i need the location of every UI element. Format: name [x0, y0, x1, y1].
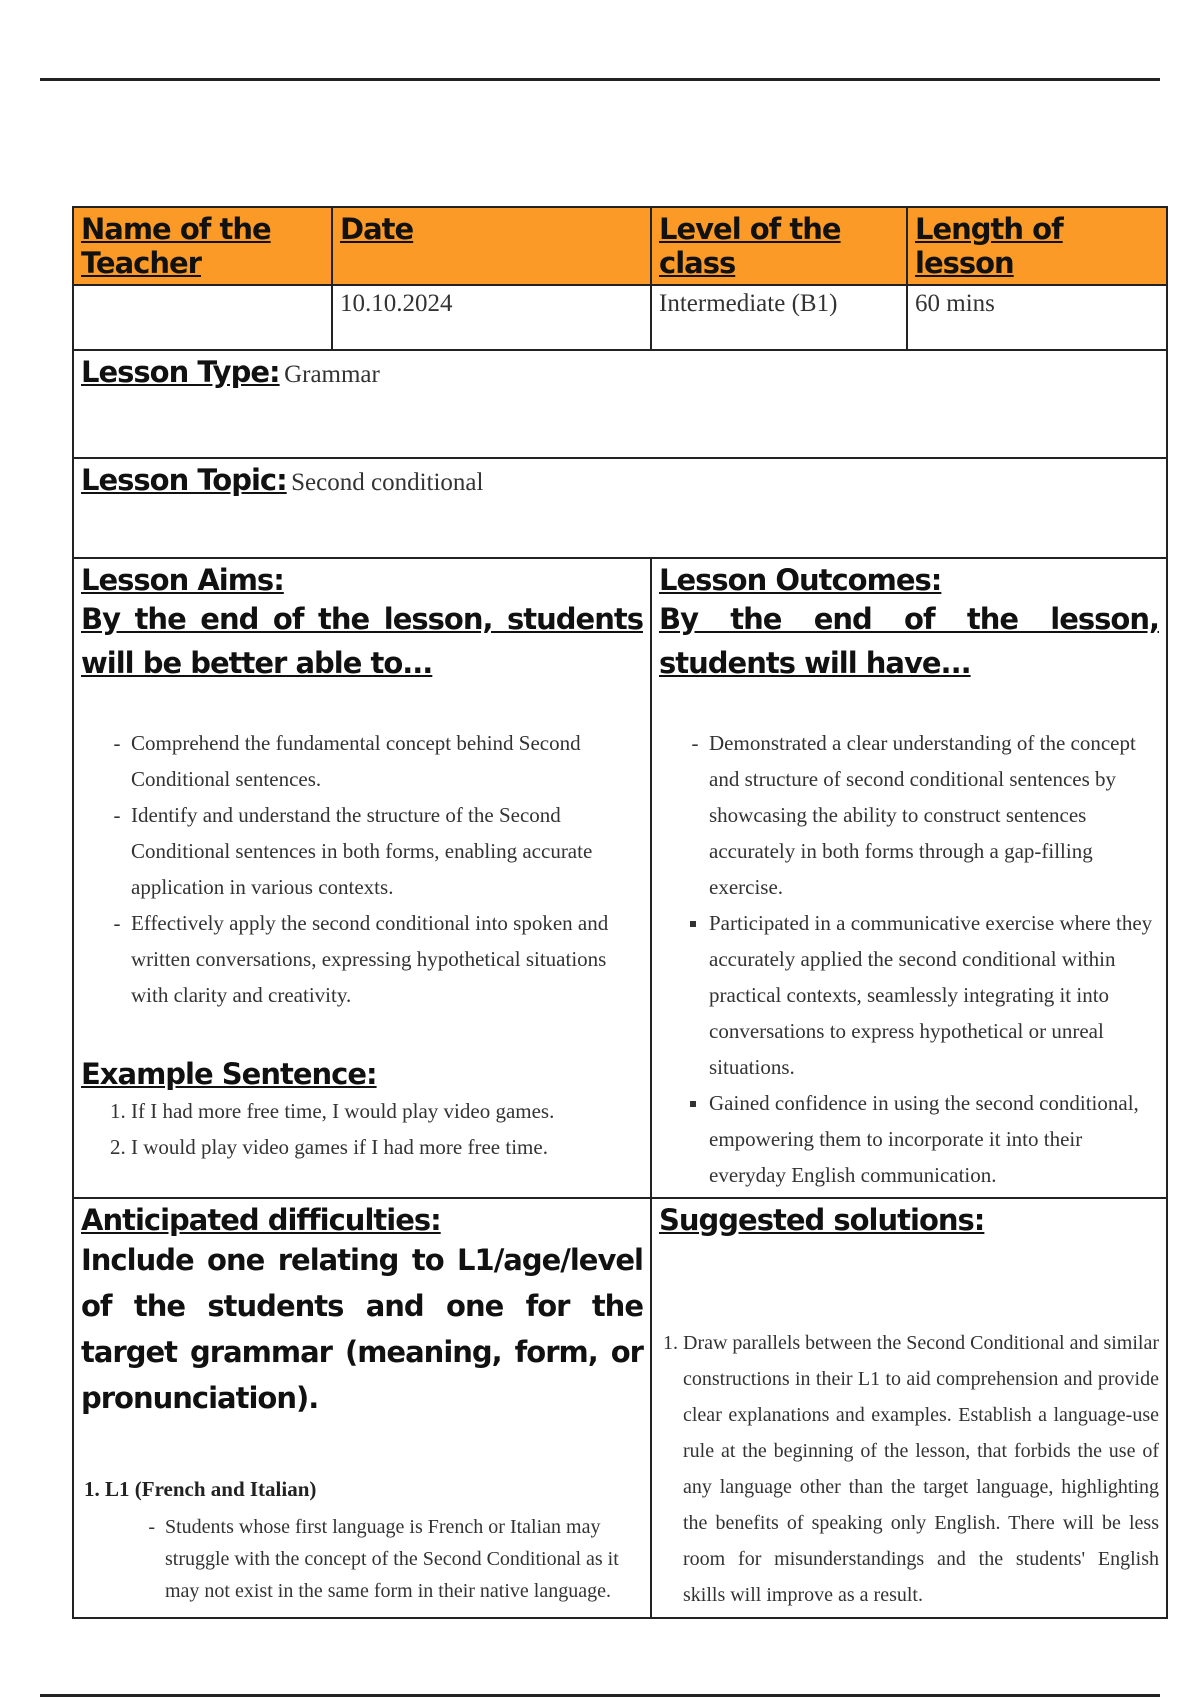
bottom-rule: [40, 1694, 1160, 1697]
aims-cell: [73, 558, 651, 1198]
lesson-type-cell: [73, 350, 1167, 458]
outcomes-cell: [651, 558, 1167, 1198]
teacher-header-cell: [73, 207, 332, 285]
difficulties-intro: Include one relating to L1/age/level of the students and one for the target grammar (meaning, form, or pronunciation).: [81, 1243, 643, 1415]
example-item: 2. I would play video games if I had more free time.: [131, 1129, 643, 1165]
aims-outcomes-row: [73, 558, 1167, 1198]
difficulties-title: Anticipated difficulties:: [81, 1203, 441, 1237]
teacher-header: Name of the Teacher: [81, 212, 271, 280]
outcomes-item: - Demonstrated a clear understanding of the concept and structure of second conditional sentences by showcasing the ability to construct sentences accurately in both forms through a gap-filling exercise.: [709, 725, 1159, 905]
solutions-item: 1. Draw parallels between the Second Conditional and similar constructions in their L1 to aid comprehension and provide clear explanations and examples. Establish a language-use rule at the beginning of the lesson, that forbids the use of any language other than the target language, highlighting the benefits of speaking only English. There will be less room for misunderstandings and the students' English skills will improve as a result.: [683, 1325, 1159, 1613]
difficulties-detail: - Students whose first language is French or Italian may struggle with the concept of the Second Conditional as it may not exist in the same form in their native language.: [165, 1511, 643, 1607]
lesson-type-row: [73, 350, 1167, 458]
date-header-cell: [332, 207, 651, 285]
length-header: Length of lesson: [915, 212, 1063, 280]
length-value-cell: [907, 285, 1167, 350]
lesson-topic-row: [73, 458, 1167, 558]
outcomes-title: Lesson Outcomes:: [659, 563, 942, 597]
aims-item: - Comprehend the fundamental concept behind Second Conditional sentences.: [131, 725, 643, 797]
level-header: Level of the class: [659, 212, 841, 280]
level-value-cell: [651, 285, 907, 350]
aims-intro: By the end of the lesson, students will be better able to...: [81, 602, 643, 680]
example-item: 1. If I had more free time, I would play video games.: [131, 1093, 643, 1129]
example-list: [81, 1093, 643, 1165]
difficulties-row: [73, 1198, 1167, 1618]
header-row: [73, 207, 1167, 285]
lesson-topic-cell: [73, 458, 1167, 558]
difficulties-sublist: [105, 1511, 643, 1607]
outcomes-list: [659, 725, 1159, 1193]
solutions-title: Suggested solutions:: [659, 1203, 985, 1237]
outcomes-intro: By the end of the lesson, students will have...: [659, 602, 1159, 680]
top-rule: [40, 78, 1160, 81]
lesson-topic-label: Lesson Topic:: [81, 463, 287, 497]
aims-item: - Effectively apply the second conditional into spoken and written conversations, expressing hypothetical situations with clarity and creativity.: [131, 905, 643, 1013]
aims-list: [81, 725, 643, 1013]
aims-item: - Identify and understand the structure of the Second Conditional sentences in both forms, enabling accurate application in various contexts.: [131, 797, 643, 905]
difficulties-list: [81, 1473, 643, 1607]
level-header-cell: [651, 207, 907, 285]
difficulties-item: [105, 1473, 643, 1607]
info-row: [73, 285, 1167, 350]
example-title: Example Sentence:: [81, 1057, 377, 1091]
date-value-cell: [332, 285, 651, 350]
lesson-plan-table: [72, 206, 1168, 1619]
lesson-topic-value: Second conditional: [291, 469, 484, 496]
date-header: Date: [340, 212, 414, 246]
solutions-list: [659, 1325, 1159, 1613]
teacher-value-cell: [73, 285, 332, 350]
length-value: 60 mins: [915, 290, 995, 317]
aims-title: Lesson Aims:: [81, 563, 284, 597]
difficulties-item-title: L1 (French and Italian): [105, 1477, 317, 1501]
length-header-cell: [907, 207, 1167, 285]
difficulties-cell: [73, 1198, 651, 1618]
outcomes-item: ▪ Participated in a communicative exercise where they accurately applied the second conditional within practical contexts, seamlessly integrating it into conversations to express hypothetical or unreal situations.: [709, 905, 1159, 1085]
solutions-cell: [651, 1198, 1167, 1618]
lesson-type-value: Grammar: [284, 361, 380, 388]
outcomes-item: ▪ Gained confidence in using the second conditional, empowering them to incorporate it into their everyday English communication.: [709, 1085, 1159, 1193]
lesson-type-label: Lesson Type:: [81, 355, 280, 389]
level-value: Intermediate (B1): [659, 290, 838, 317]
date-value: 10.10.2024: [340, 290, 453, 317]
